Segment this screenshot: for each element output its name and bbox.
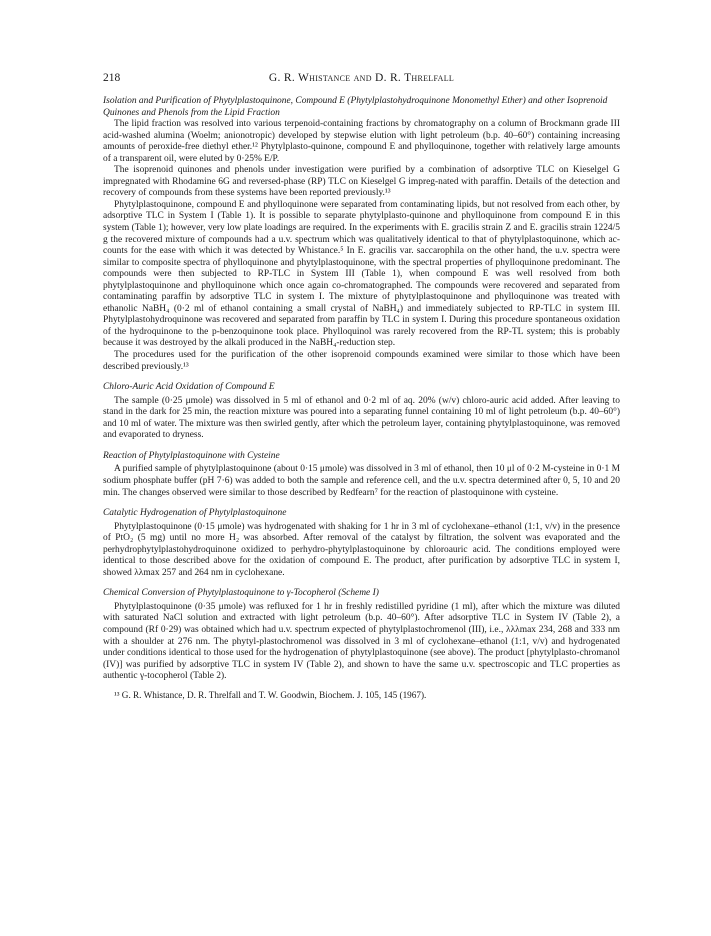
section-heading-hydrogenation: Catalytic Hydrogenation of Phytylplastoquinone [103, 508, 287, 519]
section-heading-chloro-auric: Chloro-Auric Acid Oxidation of Compound E [103, 382, 275, 393]
section-heading-tocopherol: Chemical Conversion of Phytylplastoquinone to γ-Tocopherol (Scheme I) [103, 588, 379, 599]
section-heading-cysteine: Reaction of Phytylplastoquinone with Cysteine [103, 450, 280, 461]
article-body [103, 96, 620, 701]
footnote-reference: ¹³ G. R. Whistance, D. R. Threlfall and T. W. Goodwin, Biochem. J. 105, 145 (1967). [114, 689, 427, 700]
paragraph: Phytylplastoquinone, compound E and phylloquinone were separated from contaminating lipids, but not resolved from each other, by adsorptive TLC in System I (Table 1). It is possible to separate phytylplasto-quinone and phylloquinone from compound E in this system (Table 1); however, very low plate loadings are required. In the experiments with E. gracilis strain Z and E. gracilis strain 1224/5 g the recovered mixture of compounds had a u.v. spectrum which was qualitatively identical to that of phytylplastoquinone, which ac-counts for the ease with which it was detected by Whistance.⁵ In E. gracilis var. saccarophila on the other hand, the u.v. spectra were similar to composite spectra of phylloquinone and phytylplastoquinone, with the spectral properties of phylloquinone predominant. The compounds were then subjected to RP-TLC in System III (Table 1), when compound E was well resolved from both phytylplastoquinone and phylloquinone which once again co-chromatographed. The compounds were recovered and separated from contaminating paraffin by adsorptive TLC in system I. The mixture of phytylplastoquinone and phylloquinone was treated with ethanolic NaBH₄ (0·2 ml of ethanol containing a small crystal of NaBH₄) and immediately subjected to RP-TLC in system III. Phytylplastohydroquinone was recovered and separated from paraffin by TLC in system I. During this procedure spontaneous oxidation of the hydroquinone to the p-benzoquinone took place. Phylloquinol was rarely recovered from the RP-TL system; this is probably because it was destroyed by the alkali produced in the NaBH₄-reduction step. [103, 199, 620, 349]
page-number: 218 [103, 72, 121, 84]
paragraph: The isoprenoid quinones and phenols under investigation were purified by a combination of adsorptive TLC on Kieselgel G impregnated with Rhodamine 6G and reversed-phase (RP) TLC on Kieselgel G impreg-nated with paraffin. Details of the detection and recovery of compounds from these systems have been reported previously.¹³ [103, 165, 620, 199]
paragraph: Phytylplastoquinone (0·15 μmole) was hydrogenated with shaking for 1 hr in 3 ml of cyclohexane–ethanol (1:1, v/v) in the presence of PtO₂ (5 mg) until no more H₂ was absorbed. After removal of the catalyst by filtration, the solvent was evaporated and the perhydrophytylplastohydroquinone oxidized to perhydro-phytylplastoquinone by chloroauric acid. The conditions employed were identical to those described above for the oxidation of compound E. The product, after purification by adsorptive TLC in system I, showed λλmax 257 and 264 nm in cyclohexane. [103, 521, 620, 578]
section-heading-isolation: Isolation and Purification of Phytylplastoquinone, Compound E (Phytylplastohydroquinone Monomethyl Ether) and other Isoprenoid Quinones and Phenols from the Lipid Fraction [103, 96, 608, 118]
paragraph: A purified sample of phytylplastoquinone (about 0·15 μmole) was dissolved in 3 ml of ethanol, then 10 μl of 0·2 M-cysteine in 0·1 M sodium phosphate buffer (pH 7·6) was added to both the sample and reference cell, and the u.v. spectra determined after 0, 5, 10 and 20 min. The changes observed were similar to those described by Redfearn⁷ for the reaction of plastoquinone with cysteine. [103, 464, 620, 498]
paragraph: The procedures used for the purification of the other isoprenoid compounds examined were similar to those which have been described previously.¹³ [103, 350, 620, 372]
paragraph: The lipid fraction was resolved into various terpenoid-containing fractions by chromatography on a column of Brockmann grade III acid-washed alumina (Woelm; anionotropic) developed by stepwise elution with light petroleum (b.p. 40–60°) containing increasing amounts of peroxide-free diethyl ether.¹² Phytylplasto-quinone, compound E and phylloquinone, together with relatively large amounts of a transparent oil, were eluted by 0·25% E/P. [103, 119, 620, 164]
page-header [103, 70, 620, 86]
paragraph: Phytylplastoquinone (0·35 μmole) was refluxed for 1 hr in freshly redistilled pyridine (1 ml), after which the mixture was diluted with saturated NaCl solution and extracted with light petroleum (b.p. 40–60°). After adsorptive TLC in System IV (Table 2), a compound (Rf 0·29) was obtained which had u.v. spectrum expected of phytylplastochromenol (III), i.e., λλλmax 234, 268 and 333 nm with a shoulder at 276 nm. The phytyl-plastochromenol was dissolved in 3 ml of cyclohexane–ethanol (1:1, v/v) and hydrogenated under conditions identical to those used for the hydrogenation of phytylplastoquinone (see above). The product [phytylplasto-chromanol (IV)] was purified by adsorptive TLC in system IV (Table 2), and shown to have the same u.v. spectroscopic and TLC properties as authentic γ-tocopherol (Table 2). [103, 601, 620, 682]
paragraph: The sample (0·25 μmole) was dissolved in 5 ml of ethanol and 0·2 ml of aq. 20% (w/v) chloro-auric acid added. After leaving to stand in the dark for 25 min, the reaction mixture was poured into a separating funnel containing 10 ml of light petroleum (b.p. 40–60°) and 10 ml of water. The mixture was then swirled gently, after which the petroleum layer, containing phytylplastoquinone, was removed and evaporated to dryness. [103, 395, 620, 441]
running-title: G. R. Whistance and D. R. Threlfall [268, 72, 455, 84]
